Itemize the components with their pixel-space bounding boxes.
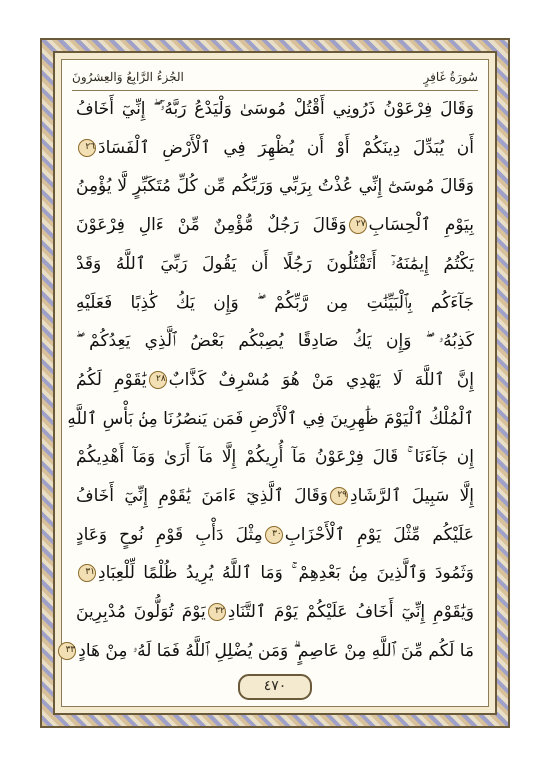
text-line: إِن جَآءَنَا ۚ قَالَ فِرْعَوْنُ مَآ أُرِيكُمْ إِلَّا مَآ أَرَىٰ وَمَآ أَهْدِيكُمْ — [76, 447, 474, 468]
ayah-marker: ٢٦ — [78, 139, 96, 157]
ayah-marker: ٢٧ — [349, 216, 367, 234]
page-frame — [40, 38, 510, 728]
text-line: وَقَالَ فِرْعَوْنُ ذَرُونِي أَقْتُلْ مُوسَىٰ وَلْيَدْعُ رَبَّهُۥٓ ۖ إِنِّيٓ أَخَافُ — [76, 99, 474, 119]
text-line: ٱلْمُلْكُ ٱلْيَوْمَ ظَٰهِرِينَ فِي ٱلْأَرْضِ فَمَن يَنصُرُنَا مِنۢ بَأْسِ ٱللَّهِ — [67, 408, 474, 429]
text-line: وَقَالَ مُوسَىٰٓ إِنِّي عُذْتُ بِرَبِّي وَرَبِّكُم مِّن كُلِّ مُتَكَبِّرٍ لَّا يُؤْمِنُ — [76, 176, 474, 197]
header-divider — [72, 90, 478, 91]
ayah-marker: ٣١ — [78, 564, 96, 582]
ayah-marker: ٢٩ — [330, 487, 348, 505]
text-panel — [61, 59, 489, 707]
ayah-marker: ٣٠ — [265, 526, 283, 544]
text-line: يَكْتُمُ إِيمَٰنَهُۥٓ أَتَقْتُلُونَ رَجُلًا أَن يَقُولَ رَبِّيَ ٱللَّهُ وَقَدْ — [76, 253, 474, 274]
quran-text — [65, 98, 474, 662]
surah-label: سُورَةُ غَافِرٍ — [423, 70, 478, 84]
juz-label: الجُزءُ الرَّابِعُ وَالعِشرُونَ — [72, 70, 184, 84]
text-line: أَن يُبَدِّلَ دِينَكُمْ أَوْ أَن يُظْهِرَ فِي ٱلْأَرْضِ ٱلْفَسَادَ٢٦ — [76, 137, 474, 159]
page-header — [72, 64, 478, 90]
page-number: ٤٧٠ — [238, 674, 312, 700]
frame-border — [53, 51, 497, 715]
text-line: بِيَوْمِ ٱلْحِسَابِ٢٧وَقَالَ رَجُلٌ مُّؤْمِنٌ مِّنْ ءَالِ فِرْعَوْنَ — [76, 215, 474, 236]
ayah-marker: ٣٣ — [58, 642, 76, 660]
ayah-marker: ٣٢ — [208, 603, 226, 621]
text-line: جَآءَكُم بِٱلْبَيِّنَٰتِ مِن رَّبِّكُمْ ۖ وَإِن يَكُ كَٰذِبًا فَعَلَيْهِ — [76, 292, 474, 313]
ayah-marker: ٢٨ — [149, 371, 167, 389]
text-line: إِنَّ ٱللَّهَ لَا يَهْدِي مَنْ هُوَ مُسْرِفٌ كَذَّابٌ٢٨يَٰقَوْمِ لَكُمُ — [76, 369, 474, 390]
text-line: وَيَٰقَوْمِ إِنِّيٓ أَخَافُ عَلَيْكُمْ يَوْمَ ٱلتَّنَادِ٣٢يَوْمَ تُوَلُّونَ مُدْبِرِينَ — [76, 602, 474, 623]
text-line: وَثَمُودَ وَٱلَّذِينَ مِنۢ بَعْدِهِمْ ۚ وَمَا ٱللَّهُ يُرِيدُ ظُلْمًا لِّلْعِبَادِ٣١ — [76, 562, 474, 584]
text-line: كَذِبُهُۥ ۖ وَإِن يَكُ صَادِقًا يُصِبْكُم بَعْضُ ٱلَّذِي يَعِدُكُمْ ۖ — [76, 331, 474, 352]
text-line: مَا لَكُم مِّنَ ٱللَّهِ مِنْ عَاصِمٍ ۗ وَمَن يُضْلِلِ ٱللَّهُ فَمَا لَهُۥ مِنْ هَادٍ٣٣ — [76, 640, 474, 662]
text-line: إِلَّا سَبِيلَ ٱلرَّشَادِ٢٩وَقَالَ ٱلَّذِيٓ ءَامَنَ يَٰقَوْمِ إِنِّيٓ أَخَافُ — [76, 486, 474, 507]
text-line: عَلَيْكُم مِّثْلَ يَوْمِ ٱلْأَحْزَابِ٣٠مِثْلَ دَأْبِ قَوْمِ نُوحٍ وَعَادٍ — [76, 524, 474, 545]
